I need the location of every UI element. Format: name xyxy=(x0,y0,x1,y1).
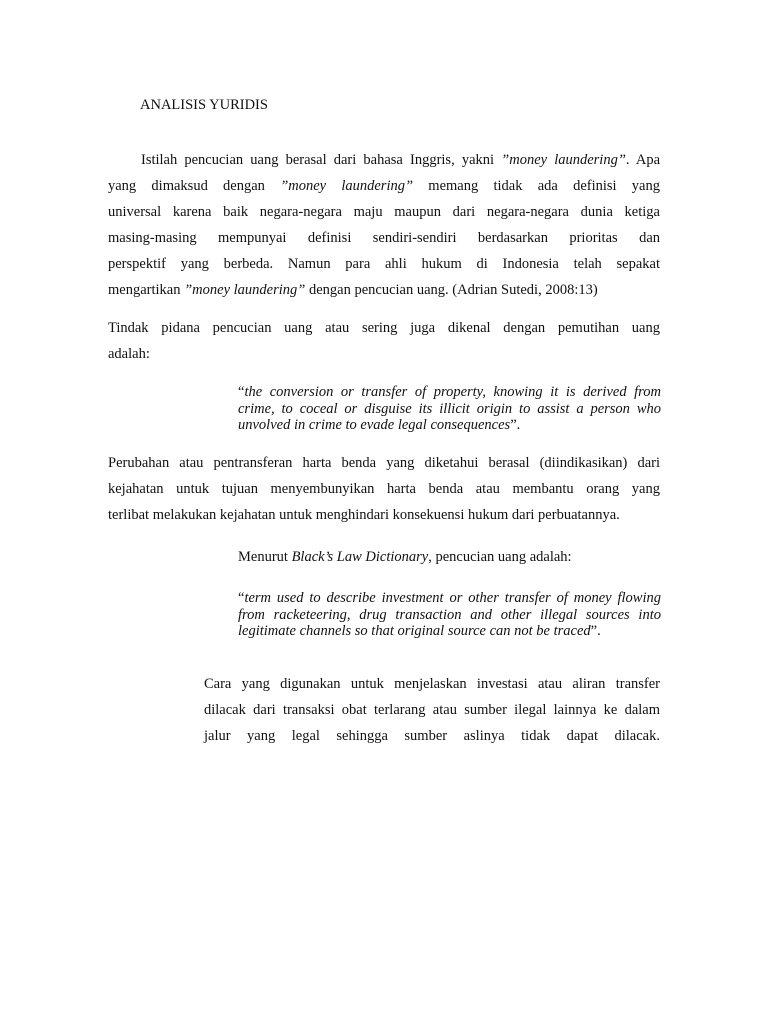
text-run: Menurut xyxy=(238,549,292,565)
quote-text: the conversion or transfer of property, knowing it is derived from crime, to coceal or disguise its illicit origin to assist a person who unvolved in crime to evade legal consequences xyxy=(238,384,661,433)
quote-mark: “ xyxy=(238,590,245,606)
quote-block-2 xyxy=(238,590,661,640)
emphasis-text: Black’s Law Dictionary xyxy=(291,549,429,565)
quote-mark: “ xyxy=(238,384,245,400)
paragraph-1-line xyxy=(108,147,660,173)
paragraph-1-line xyxy=(108,277,660,303)
text-run: . Apa xyxy=(625,152,661,168)
paragraph-1-line: universal karena baik negara-negara maju maupun dari negara-negara dunia ketiga xyxy=(108,204,660,220)
paragraph-2-line: adalah: xyxy=(108,346,150,362)
paragraph-4-line: dilacak dari transaksi obat terlarang atau sumber ilegal lainnya ke dalam xyxy=(204,702,660,718)
emphasis-text: ”money laundering” xyxy=(184,282,306,298)
quote-block-1 xyxy=(238,384,661,434)
emphasis-text: ”money laundering” xyxy=(501,152,626,168)
text-run: memang tidak ada definisi yang xyxy=(413,178,660,194)
paragraph-3-line: kejahatan untuk tujuan menyembunyikan harta benda atau membantu orang yang xyxy=(108,481,660,497)
paragraph-4-line: jalur yang legal sehingga sumber aslinya tidak dapat dilacak. xyxy=(204,728,660,744)
paragraph-4-line: Cara yang digunakan untuk menjelaskan investasi atau aliran transfer xyxy=(204,676,660,692)
quote-text: term used to describe investment or other transfer of money flowing from racketeering, drug transaction and other illegal sources into legitimate channels so that original source can not be traced xyxy=(238,590,661,639)
quote-mark: ”. xyxy=(590,623,601,639)
paragraph-1 xyxy=(108,147,660,303)
text-run: yang dimaksud dengan xyxy=(108,178,281,194)
paragraph-1-line: perspektif yang berbeda. Namun para ahli hukum di Indonesia telah sepakat xyxy=(108,256,660,272)
paragraph-3-line: Perubahan atau pentransferan harta benda yang diketahui berasal (diindikasikan) dari xyxy=(108,455,660,471)
paragraph-4 xyxy=(204,671,660,749)
paragraph-1-line xyxy=(108,173,660,199)
paragraph-3 xyxy=(108,450,660,528)
text-run: dengan pencucian uang. (Adrian Sutedi, 2008:13) xyxy=(305,282,598,298)
text-run: Istilah pencucian uang berasal dari bahasa Inggris, yakni xyxy=(141,152,502,168)
quote-mark: ”. xyxy=(510,417,521,433)
paragraph-2-line: Tindak pidana pencucian uang atau sering juga dikenal dengan pemutihan uang xyxy=(108,320,660,336)
paragraph-1-line: masing-masing mempunyai definisi sendiri-sendiri berdasarkan prioritas dan xyxy=(108,230,660,246)
text-run: , pencucian uang adalah: xyxy=(428,549,572,565)
paragraph-2 xyxy=(108,315,660,367)
paragraph-3-line: terlibat melakukan kejahatan untuk menghindari konsekuensi hukum dari perbuatannya. xyxy=(108,507,620,523)
document-title: ANALISIS YURIDIS xyxy=(140,97,268,113)
menurut-line xyxy=(238,548,572,566)
emphasis-text: ”money laundering” xyxy=(280,178,414,194)
text-run: mengartikan xyxy=(108,282,185,298)
